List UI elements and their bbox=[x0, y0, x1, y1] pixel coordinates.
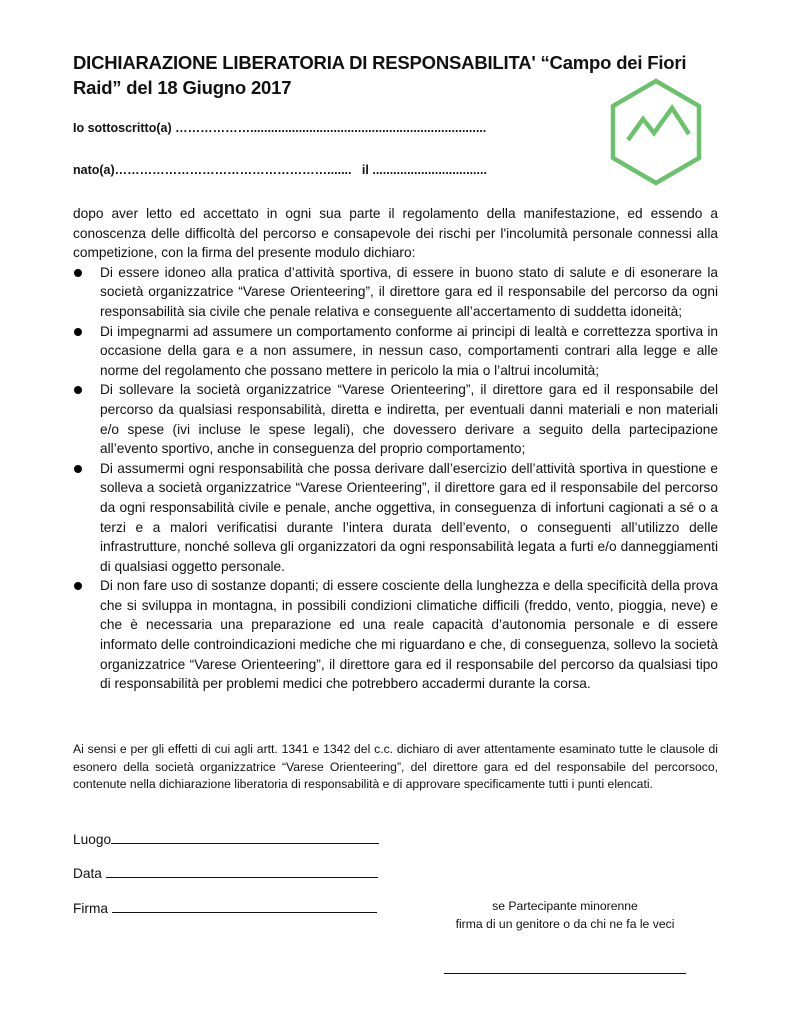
place-label: Luogo bbox=[73, 832, 112, 847]
list-item bbox=[73, 322, 718, 381]
minor-note-line1: se Partecipante minorenne bbox=[492, 899, 638, 913]
bullet-icon bbox=[74, 386, 82, 394]
signature-line[interactable] bbox=[112, 898, 377, 913]
minor-note bbox=[440, 897, 690, 933]
date-field[interactable] bbox=[73, 863, 378, 881]
bullet-icon bbox=[74, 328, 82, 336]
legal-paragraph: Ai sensi e per gli effetti di cui agli artt. 1341 e 1342 del c.c. dichiaro di aver attentamente esaminato tutte le clausole di esonero della società organizzatrice “Varese Orienteering”, del direttore gara ed del responsabile del percorsoco, contenute nella dichiarazione liberatoria di responsabilità e di approvare specificamente tutti i punti elencati. bbox=[73, 742, 718, 791]
born-label: nato(a) bbox=[73, 163, 115, 177]
list-item bbox=[73, 576, 718, 694]
list-item bbox=[73, 380, 718, 458]
mountain-hexagon-logo bbox=[610, 78, 702, 186]
bullet-icon bbox=[74, 465, 82, 473]
bullet-icon bbox=[74, 269, 82, 277]
declaration-list bbox=[73, 263, 718, 694]
declaration-body bbox=[73, 204, 718, 694]
signature-field[interactable] bbox=[73, 898, 377, 916]
born-dots: ……………………………………………....... bbox=[114, 163, 352, 177]
document-title: DICHIARAZIONE LIBERATORIA DI RESPONSABILITA' “Campo dei Fiori Raid” del 18 Giugno 2017 bbox=[73, 52, 687, 98]
intro-paragraph: dopo aver letto ed accettato in ogni sua parte il regolamento della manifestazione, ed essendo a conoscenza delle difficoltà del percorso e consapevole dei rischi per l'incolumità personale connessi alla competizione, con la firma del presente modulo dichiaro: bbox=[73, 206, 718, 261]
name-dots: ……………….................................................................... bbox=[175, 121, 487, 135]
place-field[interactable] bbox=[73, 829, 379, 847]
bullet-icon bbox=[74, 582, 82, 590]
declaration-text: Di impegnarmi ad assumere un comportamento conforme ai principi di lealtà e correttezza sportiva in occasione della gara e a non assumere, in nessun caso, comportamenti contrari alla legge e alle norme del regolamento che possano mettere in pericolo la mia o l’altrui incolumità; bbox=[100, 323, 718, 378]
name-label: Io sottoscritto(a) bbox=[73, 121, 172, 135]
date-dots: ................................. bbox=[372, 163, 487, 177]
declaration-text: Di non fare uso di sostanze dopanti; di essere cosciente della lunghezza e della specificità della prova che si sviluppa in montagna, in possibili condizioni climatiche difficili (freddo, vento, pioggia, neve) e che è necessaria una preparazione ed una reale capacità d’autonomia personale e di essere informato delle controindicazioni mediche che mi riguardano e che, di conseguenza, sollevo la società organizzatrice “Varese Orienteering”, il direttore gara ed il responsabile del percorso da qualsiasi tipo di responsabilità per problemi medici che potrebbero accadermi durante la corsa. bbox=[100, 578, 718, 692]
guardian-signature-line[interactable] bbox=[444, 972, 686, 974]
birth-field[interactable] bbox=[73, 163, 487, 177]
declaration-text: Di essere idoneo alla pratica d’attività sportiva, di essere in buono stato di salute e di esonerare la società organizzatrice “Varese Orienteering”, il direttore gara ed il responsabile del percorso da ogni responsabilità sia civile che penale relativa e conseguente all’accertamento di suddetta idoneità; bbox=[100, 264, 718, 319]
list-item bbox=[73, 459, 718, 577]
date-line[interactable] bbox=[106, 863, 378, 878]
sign-label: Firma bbox=[73, 901, 108, 916]
list-item bbox=[73, 263, 718, 322]
minor-note-line2: firma di un genitore o da chi ne fa le veci bbox=[455, 917, 675, 931]
on-label: il bbox=[361, 163, 369, 177]
date-label: Data bbox=[73, 866, 102, 881]
declaration-text: Di sollevare la società organizzatrice “Varese Orienteering”, il direttore gara ed il responsabile del percorso da qualsiasi responsabilità, diretta e indiretta, per eventuali danni materiali e non materiali e/o spese (ivi incluse le spese legali), che dovessero derivare a seguito della partecipazione all’evento sportivo, anche in conseguenza del proprio comportamento; bbox=[100, 382, 718, 457]
name-field[interactable] bbox=[73, 121, 486, 135]
place-line[interactable] bbox=[111, 829, 379, 844]
declaration-text: Di assumermi ogni responsabilità che possa derivare dall’esercizio dell’attività sportiva in questione e solleva a società organizzatrice “Varese Orienteering”, il direttore gara ed il responsabile del percorso da ogni responsabilità civile e penale, anche oggettiva, in conseguenza di infortuni cagionati a sé o a terzi e a malori verificatisi durante l’intera durata dell’evento, o conseguenti all’utilizzo delle infrastrutture, nonché solleva gli organizzatori da ogni responsabilità legata a furti e/o danneggiamenti di qualsiasi oggetto personale. bbox=[100, 460, 718, 574]
